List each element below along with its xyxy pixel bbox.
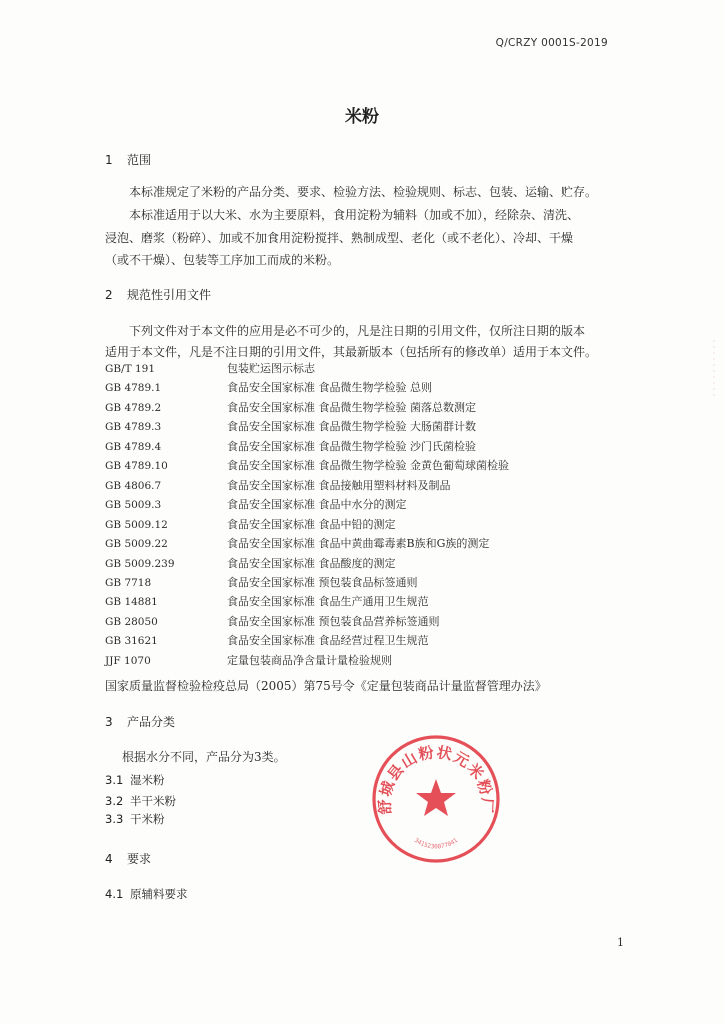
reference-title: 食品安全国家标准 食品中水分的测定 <box>227 498 407 512</box>
reference-row <box>105 417 476 436</box>
reference-row <box>105 612 440 631</box>
section-heading-text: 要求 <box>127 852 152 866</box>
reference-title: 食品安全国家标准 食品微生物学检验 金黄色葡萄球菌检验 <box>227 459 509 473</box>
scope-line-2: 本标准适用于以大米、水为主要原料，食用淀粉为辅料（加或不加），经除杂、清洗、 <box>129 208 580 222</box>
reference-row <box>105 359 315 378</box>
section-heading-text: 范围 <box>127 153 152 167</box>
scope-line-3: 浸泡、磨浆（粉碎）、加或不加食用淀粉搅拌、熟制成型、老化（或不老化）、冷却、干燥 <box>105 231 574 245</box>
reference-row <box>105 476 451 495</box>
company-seal <box>370 733 502 865</box>
seal-serial: 3415230077041 <box>412 836 460 851</box>
reference-row <box>105 437 476 456</box>
reference-title: 食品安全国家标准 食品中铅的测定 <box>227 517 396 531</box>
reference-row <box>105 592 429 611</box>
reference-row <box>105 456 509 475</box>
reference-code: GB 28050 <box>105 615 158 628</box>
scan-artifact <box>712 340 716 400</box>
reference-title: 食品安全国家标准 食品微生物学检验 菌落总数测定 <box>227 400 476 414</box>
reference-row <box>105 631 429 650</box>
section-heading-text: 规范性引用文件 <box>127 288 212 302</box>
section-4-heading <box>105 850 151 867</box>
refs-closing-line: 国家质量监督检验检疫总局（2005）第75号令《定量包装商品计量监督管理办法》 <box>105 679 547 693</box>
classification-item <box>105 772 165 788</box>
reference-code: GB 4789.2 <box>105 401 162 414</box>
reference-title: 定量包装商品净含量计量检验规则 <box>227 653 392 667</box>
reference-row <box>105 495 407 514</box>
item-label: 原辅料要求 <box>130 887 188 901</box>
reference-row <box>105 515 396 534</box>
item-number: 3.2 <box>105 794 124 808</box>
reference-code: GB 7718 <box>105 576 152 589</box>
reference-title: 食品安全国家标准 食品生产通用卫生规范 <box>227 595 429 609</box>
scope-line-4: （或不干燥）、包装等工序加工而成的米粉。 <box>105 253 340 267</box>
reference-title: 食品安全国家标准 食品微生物学检验 大肠菌群计数 <box>227 420 476 434</box>
reference-code: GB 4806.7 <box>105 479 162 492</box>
page-number: 1 <box>617 936 624 949</box>
reference-title: 食品安全国家标准 食品经营过程卫生规范 <box>227 634 429 648</box>
reference-code: GB/T 191 <box>105 363 156 375</box>
document-title: 米粉 <box>345 107 379 127</box>
reference-title: 食品安全国家标准 食品微生物学检验 沙门氏菌检验 <box>227 439 476 453</box>
item-number: 4.1 <box>105 887 124 901</box>
item-number: 3.3 <box>105 812 124 826</box>
reference-title: 食品安全国家标准 食品微生物学检验 总则 <box>227 381 432 395</box>
reference-title: 食品安全国家标准 食品中黄曲霉毒素B族和G族的测定 <box>227 537 490 551</box>
section-1-heading <box>105 151 151 168</box>
section-number: 3 <box>105 715 113 729</box>
reference-code: GB 5009.239 <box>105 557 175 570</box>
reference-row <box>105 534 489 553</box>
reference-row <box>105 573 418 592</box>
reference-title: 包装贮运图示标志 <box>227 362 315 375</box>
reference-code: GB 4789.10 <box>105 460 168 473</box>
item-label: 湿米粉 <box>130 773 165 787</box>
section-number: 1 <box>105 153 113 167</box>
reference-code: GB 31621 <box>105 635 158 648</box>
section-2-heading <box>105 286 211 303</box>
requirements-item <box>105 886 188 902</box>
reference-title: 食品安全国家标准 食品酸度的测定 <box>227 556 396 570</box>
star-icon <box>416 779 456 816</box>
item-label: 半干米粉 <box>130 794 176 808</box>
standard-code: Q/CRZY 0001S-2019 <box>495 37 608 49</box>
reference-code: GB 4789.4 <box>105 440 162 453</box>
reference-code: GB 4789.1 <box>105 382 162 395</box>
refs-intro-line-2: 适用于本文件，凡是不注日期的引用文件，其最新版本（包括所有的修改单）适用于本文件。 <box>105 345 598 359</box>
reference-code: JJF 1070 <box>105 654 151 667</box>
refs-intro-line-1: 下列文件对于本文件的应用是必不可少的，凡是注日期的引用文件，仅所注日期的版本 <box>129 324 586 338</box>
reference-code: GB 14881 <box>105 596 158 609</box>
item-label: 干米粉 <box>130 812 165 826</box>
classification-item <box>105 811 165 827</box>
reference-code: GB 5009.12 <box>105 518 168 531</box>
classification-intro: 根据水分不同，产品分为3类。 <box>122 750 286 764</box>
section-heading-text: 产品分类 <box>127 715 176 729</box>
reference-row <box>105 651 392 670</box>
reference-code: GB 4789.3 <box>105 421 162 434</box>
reference-row <box>105 378 432 397</box>
reference-title: 食品安全国家标准 预包装食品营养标签通则 <box>227 614 440 628</box>
section-number: 2 <box>105 288 113 302</box>
reference-row <box>105 398 476 417</box>
reference-title: 食品安全国家标准 食品接触用塑料材料及制品 <box>227 478 451 492</box>
section-number: 4 <box>105 852 113 866</box>
classification-item <box>105 793 176 809</box>
item-number: 3.1 <box>105 773 124 787</box>
reference-row <box>105 554 396 573</box>
reference-title: 食品安全国家标准 预包装食品标签通则 <box>227 575 418 589</box>
section-3-heading <box>105 713 175 730</box>
seal-name: 舒城县山粉状元米粉厂 <box>375 743 497 815</box>
scope-line-1: 本标准规定了米粉的产品分类、要求、检验方法、检验规则、标志、包装、运输、贮存。 <box>129 185 598 199</box>
reference-code: GB 5009.3 <box>105 499 162 512</box>
reference-code: GB 5009.22 <box>105 538 168 551</box>
